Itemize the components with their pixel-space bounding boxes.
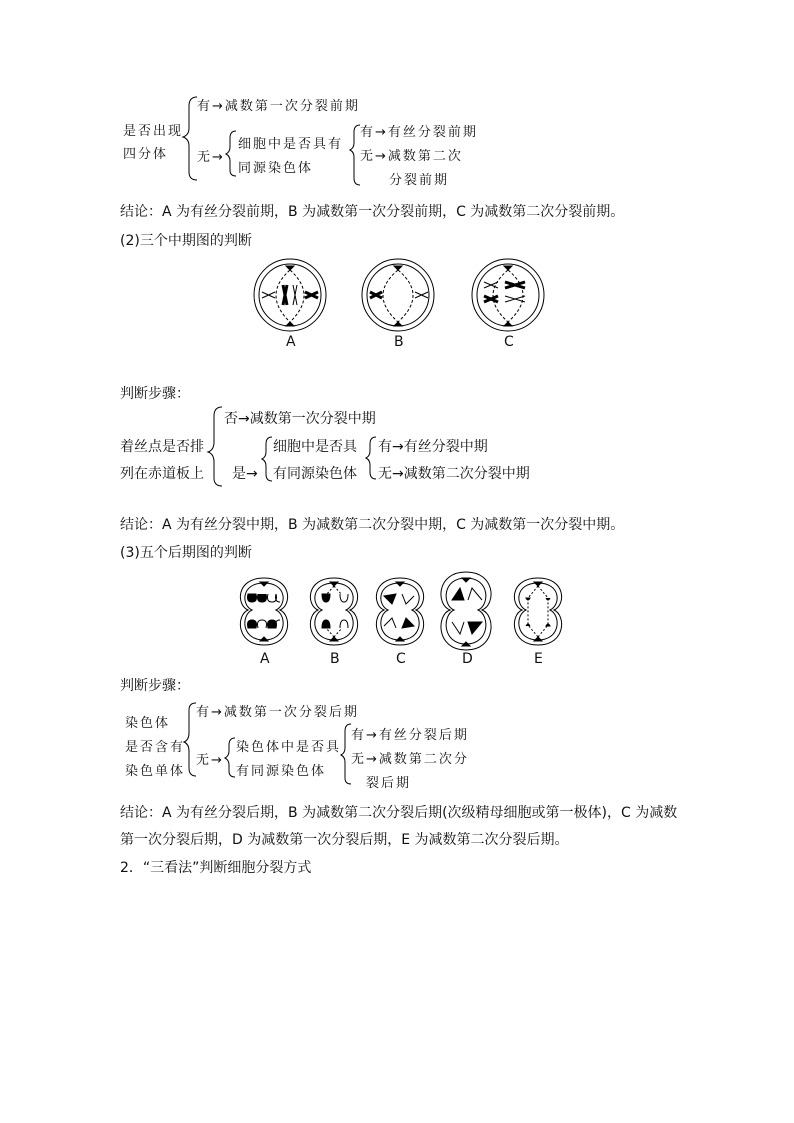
conclusion-1: 结论：A 为有丝分裂前期，B 为减数第一次分裂前期，C 为减数第二次分裂前期。 (120, 204, 625, 220)
tree2-subq-line2: 有同源染色体 (273, 466, 357, 482)
tree1-subq-line2: 同源染色体 (238, 161, 314, 176)
section3-heading: (3)五个后期图的判断 (120, 545, 252, 561)
section3-steps-label: 判断步骤： (120, 678, 190, 694)
metaphase-label-b: B (394, 334, 404, 350)
tree1-sub-no-line2: 分裂前期 (389, 173, 450, 188)
conclusion-3-line2: 第一次分裂后期，D 为减数第一次分裂后期，E 为减数第二次分裂后期。 (120, 832, 569, 848)
tree3-sub-yes: 有→有丝分裂后期 (351, 728, 469, 743)
anaphase-label-b: B (330, 651, 340, 667)
tree3-subq-line1: 染色体中是否具 (236, 740, 342, 755)
tree2-subq-line1: 细胞中是否具 (273, 439, 357, 455)
anaphase-label-a: A (260, 651, 270, 667)
anaphase-label-e: E (534, 651, 543, 667)
anaphase-label-c: C (396, 651, 406, 667)
tree1-yes-branch: 有→减数第一次分裂前期 (197, 99, 360, 114)
tree3-root-line1: 染色体 (125, 716, 171, 731)
metaphase-label-a: A (286, 334, 296, 350)
tree2-root-line2: 列在赤道板上 (120, 466, 204, 482)
section2-steps-label: 判断步骤： (120, 386, 190, 402)
tree3-sub-no-line1: 无→减数第二次分 (351, 752, 469, 767)
tree1-sub-yes: 有→有丝分裂前期 (360, 125, 478, 140)
anaphase-label-d: D (462, 651, 473, 667)
tree2-sub-no: 无→减数第二次分裂中期 (378, 466, 530, 482)
tree1-sub-no-line1: 无→减数第二次 (360, 149, 463, 164)
tree3-sub-no-line2: 裂后期 (366, 776, 412, 791)
tree2-no-branch: 否→减数第一次分裂中期 (224, 411, 376, 427)
tree1-root-line2: 四分体 (123, 147, 169, 162)
tree3-root-line2: 是否含有 (125, 740, 186, 755)
tree2-yes-prefix: 是→ (232, 466, 258, 482)
conclusion-3-line1: 结论：A 为有丝分裂后期，B 为减数第二次分裂后期(次级精母细胞或第一极体)，C 为减数 (120, 805, 678, 821)
tree3-subq-line2: 有同源染色体 (236, 764, 327, 779)
tree3-no-prefix: 无→ (196, 753, 224, 768)
tree1-no-prefix: 无→ (197, 150, 225, 165)
tree2-sub-yes: 有→有丝分裂中期 (378, 439, 488, 455)
tree3-yes-branch: 有→减数第一次分裂后期 (196, 705, 359, 720)
tree2-root-line1: 着丝点是否排 (120, 439, 204, 455)
tree3-root-line3: 染色单体 (125, 764, 186, 779)
section4-heading: 2．“三看法”判断细胞分裂方式 (120, 860, 312, 876)
conclusion-2: 结论：A 为有丝分裂中期，B 为减数第二次分裂中期，C 为减数第一次分裂中期。 (120, 517, 625, 533)
metaphase-label-c: C (504, 334, 514, 350)
section2-heading: (2)三个中期图的判断 (120, 233, 252, 249)
tree1-root-line1: 是否出现 (123, 124, 184, 139)
tree1-subq-line1: 细胞中是否具有 (238, 137, 344, 152)
